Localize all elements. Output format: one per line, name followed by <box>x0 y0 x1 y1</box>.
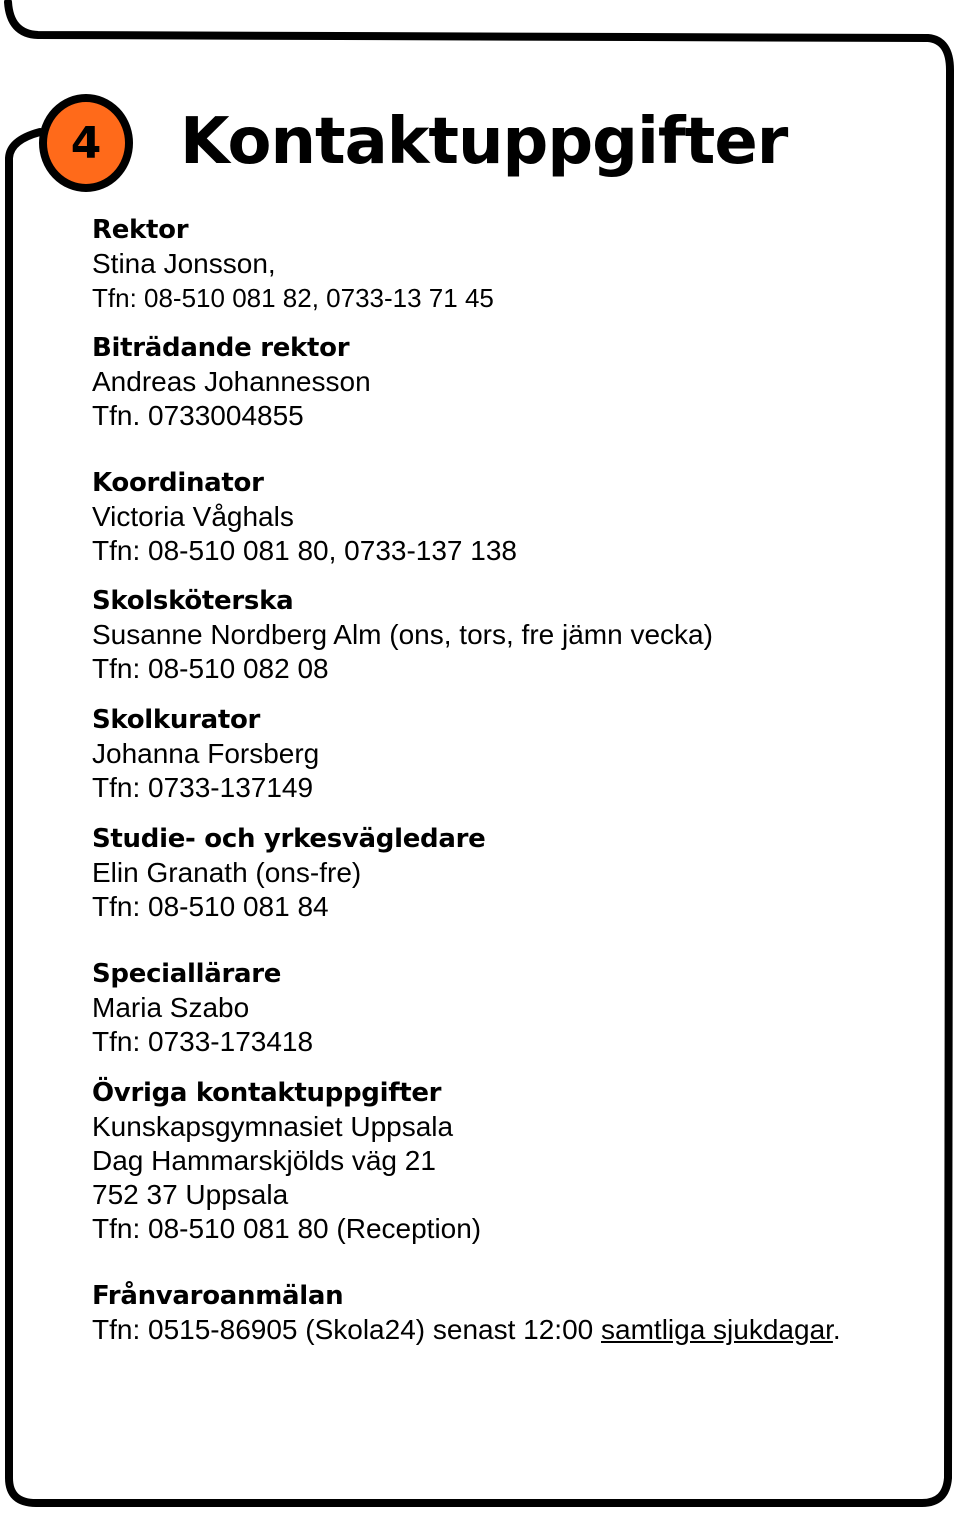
contact-name-bitradande-rektor: Andreas Johannesson <box>92 366 371 397</box>
contact-name-skolskoterska: Susanne Nordberg Alm (ons, tors, fre jämn vecka) <box>92 619 713 650</box>
contact-phone-skolskoterska: Tfn: 08-510 082 08 <box>92 653 329 684</box>
absence-text: Tfn: 0515-86905 (Skola24) senast 12:00 <box>92 1314 602 1345</box>
absence-underlined-text: samtliga sjukdagar <box>601 1314 833 1345</box>
contact-heading-skolskoterska: Skolsköterska <box>92 586 294 616</box>
contact-name-koordinator: Victoria Våghals <box>92 501 294 532</box>
contact-phone-koordinator: Tfn: 08-510 081 80, 0733-137 138 <box>92 535 518 566</box>
contact-phone-rektor: Tfn: 08-510 081 82, 0733-13 71 45 <box>92 283 494 313</box>
contact-phone-bitradande-rektor: Tfn. 0733004855 <box>92 400 304 431</box>
contact-heading-rektor: Rektor <box>92 215 189 245</box>
contact-heading-koordinator: Koordinator <box>92 468 264 498</box>
contact-phone-specialarare: Tfn: 0733-173418 <box>92 1026 314 1057</box>
contact-heading-skolkurator: Skolkurator <box>92 705 261 735</box>
absence-end: . <box>832 1314 841 1345</box>
contact-phone-skolkurator: Tfn: 0733-137149 <box>92 772 314 803</box>
contact-heading-syv: Studie- och yrkesvägledare <box>92 824 486 854</box>
other-contacts-heading: Övriga kontaktuppgifter <box>92 1078 442 1108</box>
reception-phone: Tfn: 08-510 081 80 (Reception) <box>92 1213 482 1244</box>
school-name: Kunskapsgymnasiet Uppsala <box>92 1111 454 1142</box>
contact-heading-specialarare: Speciallärare <box>92 959 282 989</box>
contact-phone-syv: Tfn: 08-510 081 84 <box>92 891 329 922</box>
page-title: Kontaktuppgifter <box>180 105 788 179</box>
postal-address: 752 37 Uppsala <box>92 1179 289 1210</box>
contact-heading-bitradande-rektor: Biträdande rektor <box>92 333 350 363</box>
section-number: 4 <box>70 117 102 169</box>
absence-info <box>92 1313 841 1347</box>
contact-name-specialarare: Maria Szabo <box>92 992 250 1023</box>
contact-name-skolkurator: Johanna Forsberg <box>92 738 320 769</box>
contact-name-syv: Elin Granath (ons-fre) <box>92 857 362 888</box>
street-address: Dag Hammarskjölds väg 21 <box>92 1145 436 1176</box>
contact-name-rektor: Stina Jonsson, <box>92 248 276 279</box>
absence-heading: Frånvaroanmälan <box>92 1281 344 1311</box>
